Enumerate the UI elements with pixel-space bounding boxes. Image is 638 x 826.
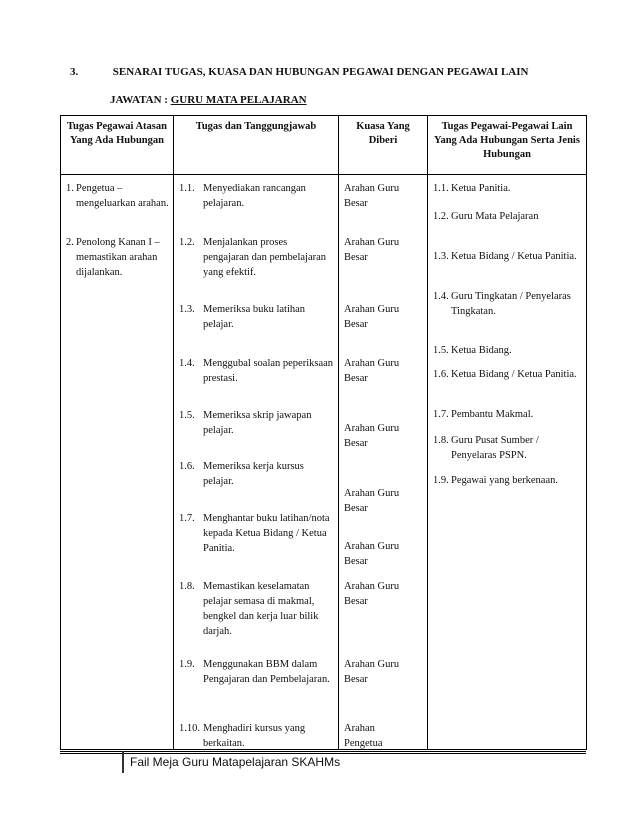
item-number: 1.6. <box>433 369 449 380</box>
list-item <box>344 657 423 687</box>
item-text: Memeriksa skrip jawapan pelajar. <box>203 410 312 436</box>
list-item <box>179 657 334 687</box>
list-item <box>344 356 423 386</box>
duties-cell <box>174 175 339 750</box>
item-number: 1.1. <box>179 183 195 194</box>
list-item <box>433 209 582 224</box>
list-item <box>344 539 423 569</box>
jawatan-line <box>110 94 307 106</box>
item-number: 2. <box>66 237 74 248</box>
item-text: Arahan Guru Besar <box>344 659 400 685</box>
item-text: Memeriksa buku latihan pelajar. <box>203 304 306 330</box>
item-text: Arahan Guru Besar <box>344 183 400 209</box>
item-number: 1.10. <box>179 723 200 734</box>
section-heading <box>70 66 528 78</box>
header-cell: Tugas Pegawai Atasan Yang Ada Hubungan <box>61 116 174 175</box>
item-text: Menggubal soalan peperiksaan prestasi. <box>203 358 334 384</box>
list-item <box>433 181 582 196</box>
item-number: 1.9. <box>179 659 195 670</box>
footer-text: Fail Meja Guru Matapelajaran SKAHMs <box>130 755 341 769</box>
list-item <box>344 302 423 332</box>
item-text: Guru Mata Pelajaran <box>451 211 539 222</box>
list-item <box>179 408 334 438</box>
list-item <box>433 433 582 463</box>
list-item <box>433 289 582 319</box>
list-item <box>344 486 423 516</box>
footer-bar <box>122 751 124 773</box>
list-item <box>433 473 582 488</box>
item-text: Pembantu Makmal. <box>451 409 534 420</box>
list-item <box>433 343 582 358</box>
item-text: Arahan Guru Besar <box>344 358 400 384</box>
jawatan-value: GURU MATA PELAJARAN <box>170 94 307 106</box>
section-title: SENARAI TUGAS, KUASA DAN HUBUNGAN PEGAWAI DENGAN PEGAWAI LAIN <box>112 66 529 78</box>
item-text: Penolong Kanan I – memastikan arahan dijalankan. <box>76 237 160 278</box>
list-item <box>179 356 334 386</box>
list-item <box>344 579 423 609</box>
list-item <box>179 181 334 211</box>
item-number: 1.8. <box>179 581 195 592</box>
item-number: 1.2. <box>179 237 195 248</box>
list-item <box>433 249 582 264</box>
item-text: Pegawai yang berkenaan. <box>451 475 558 486</box>
list-item <box>179 721 334 751</box>
list-item <box>433 367 582 382</box>
item-text: Arahan Guru Besar <box>344 541 400 567</box>
item-text: Ketua Panitia. <box>451 183 511 194</box>
item-number: 1.7. <box>179 513 195 524</box>
item-text: Menyediakan rancangan pelajaran. <box>203 183 306 209</box>
item-text: Arahan Guru Besar <box>344 423 400 449</box>
item-text: Arahan Guru Besar <box>344 581 400 607</box>
item-number: 1.3. <box>179 304 195 315</box>
table-header-row <box>61 116 587 175</box>
jawatan-label: JAWATAN : <box>110 94 168 106</box>
list-item <box>179 302 334 332</box>
item-number: 1.1. <box>433 183 449 194</box>
item-text: Menjalankan proses pengajaran dan pembelajaran yang efektif. <box>203 237 327 278</box>
related-officers-cell <box>428 175 587 750</box>
item-text: Memeriksa kerja kursus pelajar. <box>203 461 304 487</box>
item-number: 1.3. <box>433 251 449 262</box>
list-item <box>344 421 423 451</box>
item-number: 1.4. <box>179 358 195 369</box>
list-item <box>344 181 423 211</box>
item-text: Arahan Guru Besar <box>344 237 400 263</box>
authority-cell <box>339 175 428 750</box>
header-cell: Kuasa Yang Diberi <box>339 116 428 175</box>
item-number: 1.5. <box>433 345 449 356</box>
item-text: Arahan Pengetua <box>344 723 383 749</box>
list-item <box>344 235 423 265</box>
item-number: 1.7. <box>433 409 449 420</box>
item-number: 1.6. <box>179 461 195 472</box>
table-row <box>61 175 587 750</box>
duties-table <box>60 115 587 750</box>
list-item <box>179 459 334 489</box>
item-number: 1.8. <box>433 435 449 446</box>
item-text: Menggunakan BBM dalam Pengajaran dan Pembelajaran. <box>203 659 330 685</box>
item-text: Ketua Bidang / Ketua Panitia. <box>451 251 577 262</box>
footer-divider <box>60 751 586 754</box>
item-text: Arahan Guru Besar <box>344 488 400 514</box>
item-number: 1.4. <box>433 291 449 302</box>
item-number: 1.9. <box>433 475 449 486</box>
item-text: Menghantar buku latihan/nota kepada Ketua Bidang / Ketua Panitia. <box>203 513 330 554</box>
item-text: Ketua Bidang / Ketua Panitia. <box>451 369 577 380</box>
item-number: 1.5. <box>179 410 195 421</box>
list-item <box>179 579 334 639</box>
list-item <box>344 721 423 751</box>
item-text: Pengetua – mengeluarkan arahan. <box>76 183 169 209</box>
list-item <box>66 235 169 280</box>
list-item <box>179 235 334 280</box>
section-number: 3. <box>70 66 79 78</box>
item-text: Guru Pusat Sumber / Penyelaras PSPN. <box>451 435 539 461</box>
item-text: Memastikan keselamatan pelajar semasa di makmal, bengkel dan kerja luar bilik darjah. <box>203 581 319 637</box>
item-number: 1.2. <box>433 211 449 222</box>
superior-duties-cell <box>61 175 174 750</box>
list-item <box>179 511 334 556</box>
item-text: Menghadiri kursus yang berkaitan. <box>203 723 306 749</box>
header-cell: Tugas dan Tanggungjawab <box>174 116 339 175</box>
item-text: Ketua Bidang. <box>451 345 512 356</box>
header-cell: Tugas Pegawai-Pegawai Lain Yang Ada Hubungan Serta Jenis Hubungan <box>428 116 587 175</box>
item-text: Guru Tingkatan / Penyelaras Tingkatan. <box>451 291 571 317</box>
list-item <box>433 407 582 422</box>
list-item <box>66 181 169 211</box>
item-number: 1. <box>66 183 74 194</box>
item-text: Arahan Guru Besar <box>344 304 400 330</box>
